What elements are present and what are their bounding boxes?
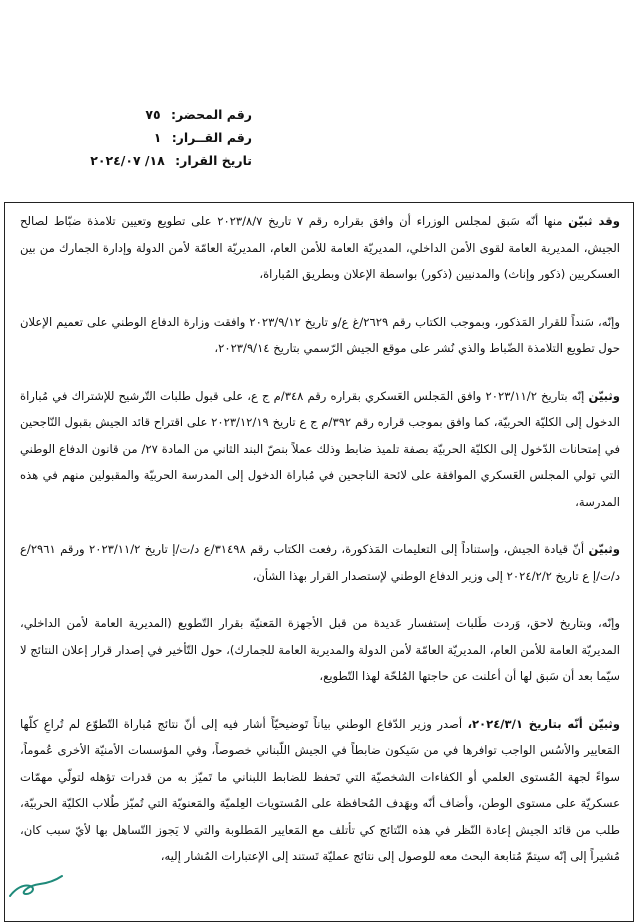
paragraph-2 bbox=[20, 309, 620, 362]
paragraph-lead: وثبيّن bbox=[588, 542, 620, 556]
paragraph-text: أصدر وزير الدّفاع الوطني بياناً تَوضيحيّاً أشار فيه إلى أنّ نتائج مُباراة التّطوّع لم تُراعِ كلّها المَعايير والأسُس الواجب توافرها في من سَيكون ضابطاً في الجيش اللّبناني خصوصاً، وفي المؤسسات الأمنيّة الأخرى عُموماً، سواءً لجهة المُستوى العلمي أو الكفاءات الشخصيّة التي تَحفظ للضابط اللبناني ما تَميّز به من قدرات تؤهله لتولّي مهمّات عسكريّة على مستوى الوطن، وأضاف أنّه وبهَدف المُحافظة على المُستويات العِلميّة والمَعنويّة التي تُميّز طُلاب الكليّة الحربيّة، طلب من قائد الجيش إعادة النّظر في هذه النّتائج كي تأتلف مع المَعايير المَطلوبة والتي لا يَجوز التّساهل بها لأيّ سبب كان، مُشيراً إلى إنّه سيتمّ مُتابعة البحث معه للوصول إلى نتائج عمليّة تَستند إلى الإعتبارات المُشار إليه، bbox=[20, 716, 620, 863]
paragraph-lead: وثبيّن أنّه بتاريخ ٢٠٢٤/٣/١، bbox=[467, 716, 620, 731]
paragraph-text: أنّ قيادة الجيش، وإستناداً إلى التعليمات المَذكورة، رفعت الكتاب رقم ٣١٤٩٨/ع د/ت/إ تاريخ ٢٠٢٣/١١/٢ ورقم ٢٩٦١/ع د/ت/إ ع تاريخ ٢٠٢٤/٢/٢ إلى وزير الدفاع الوطني لإستصدار القرار بهذا الشأن، bbox=[20, 542, 620, 583]
paragraph-6 bbox=[20, 711, 620, 870]
decision-number-row bbox=[90, 127, 252, 150]
paragraph-1 bbox=[20, 208, 620, 288]
document-body bbox=[20, 208, 620, 891]
minutes-number-value: ٧٥ bbox=[145, 107, 161, 122]
paragraph-text: إنّه بتاريخ ٢٠٢٣/١١/٢ وافق المَجلس العَسكري بقراره رقم ٣٤٨/م ج ع، على قبول طلبات التّرشيح للإشتراك في مُباراة الدخول إلى الكليّة الحربيّة، كما وافق بموجب قراره رقم ٣٩٢/م ج ع تاريخ ٢٠٢٣/١٢/١٩ على اقتراح قائد الجيش بقبول النّاجحين في إمتحانات الدّخول إلى الكليّة الحربيّة بصفة تلميذ ضابط وذلك عملاً بنصّ البند الثاني من المادة ٢٧/ من قانون الدفاع الوطني التي تولي المجلس العَسكري الموافقة على لائحة الناجحين في مُباراة الدخول إلى المدرسة الحربيّة والمقبولين منهم في هذه المدرسة، bbox=[20, 388, 620, 509]
paragraph-4 bbox=[20, 536, 620, 589]
decision-date-value: ١٨/ ٢٠٢٤/٠٧ bbox=[90, 153, 165, 168]
decision-date-row bbox=[90, 150, 252, 173]
decision-number-label: رقم القــرار: bbox=[171, 130, 252, 145]
decision-number-value: ١ bbox=[153, 130, 162, 145]
paragraph-3 bbox=[20, 383, 620, 516]
paragraph-lead: وقد ثبيّن bbox=[568, 214, 620, 228]
paragraph-5 bbox=[20, 610, 620, 690]
decision-header bbox=[90, 104, 252, 173]
paragraph-text: منها أنّه سَبق لمجلس الوزراء أن وافق بقراره رقم ٧ تاريخ ٢٠٢٣/٨/٧ على تطويع وتعيين تلامذة ضبّاط لصالح الجيش، المديرية العامة لقوى الأمن الداخلي، المديريّة العامة للأمن العام، المديريّة العامّة لأمن الدولة وإدارة الجمارك من بين العسكريين (ذكور وإناث) والمدنيين (ذكور) بواسطة الإعلان وبطريق المُباراة، bbox=[20, 214, 620, 281]
minutes-number-row bbox=[90, 104, 252, 127]
decision-date-label: تاريخ القرار: bbox=[175, 153, 252, 168]
signature-stroke bbox=[10, 876, 62, 896]
paragraph-text: وإنّه، سَنداً للقرار المَذكور، وبموجب الكتاب رقم ٢٦٢٩/غ ع/و تاريخ ٢٠٢٣/٩/١٢ وافقت وزارة الدفاع الوطني على تعميم الإعلان حول تطويع التلامذة الضّباط والذي نُشر على موقع الجيش الرّسمي بتاريخ ٢٠٢٣/٩/١٤، bbox=[20, 314, 620, 355]
minutes-number-label: رقم المحضر: bbox=[171, 107, 252, 122]
signature-icon bbox=[6, 872, 66, 902]
paragraph-text: وإنّه، وبتاريخ لاحق، وَردت طَلبات إستفسار عَديدة من قبل الأجهزة المَعنيّة بقرار التّطويع (المديرية العامة لأمن الداخلي، المديريّة العامة للأمن العام، المديريّة العامّة لأمن الدولة والمديرية العامة للجمارك)، حول التّأخير في إصدار قرار إعلان النتائج لا سيّما بعد أن سَبق لها أن أعلنت عن حاجتها المُلحّة لهذا التّطويع، bbox=[20, 616, 620, 683]
paragraph-lead: وثبيّن bbox=[588, 388, 620, 403]
